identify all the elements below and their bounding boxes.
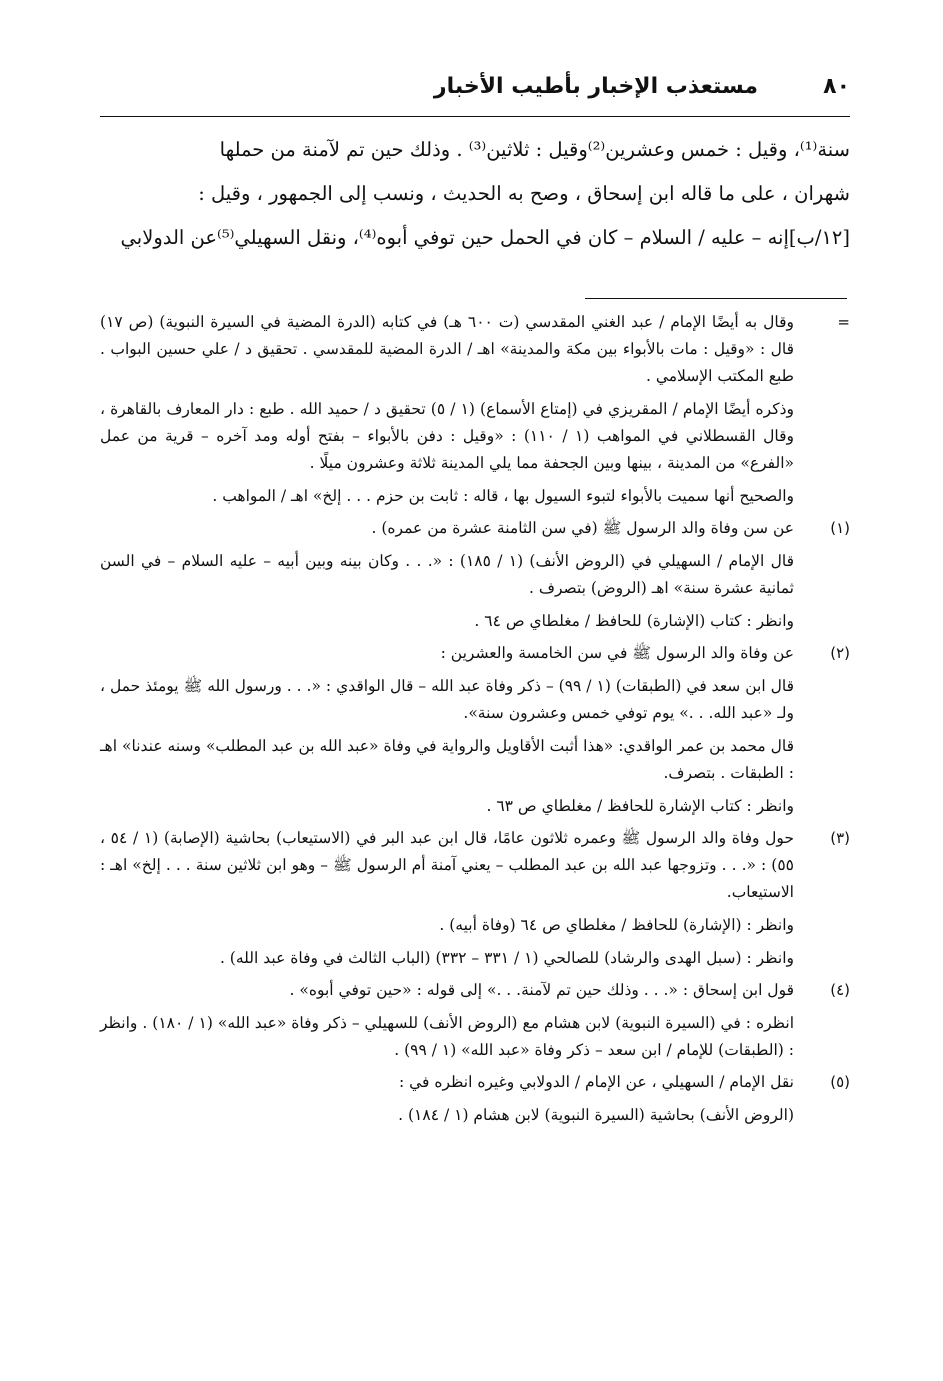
footnote-2 [100,640,850,820]
footnote-1 [100,515,850,635]
footnote-paragraph: عن سن وفاة والد الرسول ﷺ (في سن الثامنة عشرة من عمره) . [371,519,794,537]
footnote-marker: (٣) [830,829,850,847]
footnote-paragraph: عن وفاة والد الرسول ﷺ في سن الخامسة والعشرين : [440,644,794,662]
footnote-paragraph: قال الإمام / السهيلي في (الروض الأنف) (١ / ١٨٥) : «. . . وكان بينه وبين أبيه – عليه السلام – في السن ثمانية عشرة سنة» اهـ (الروض) بتصرف . [100,552,795,597]
footnote-paragraph: قال ابن سعد في (الطبقات) (١ / ٩٩) – ذكر وفاة عبد الله – قال الواقدي : «. . . ورسول الله ﷺ يومئذ حمل ، ولـ «عبد الله. . .» يوم توفي خمس وعشرون سنة». [100,677,794,722]
footnote-paragraph: قول ابن إسحاق : «. . . وذلك حين تم لآمنة. . .» إلى قوله : «حين توفي أبوه» . [289,981,794,999]
footnote-paragraph: وانظر : كتاب (الإشارة) للحافظ / مغلطاي ص ٦٤ . [474,612,794,630]
main-text [100,128,850,260]
page-header [100,74,850,114]
footnote-paragraph: نقل الإمام / السهيلي ، عن الإمام / الدولابي وغيره انظره في : [398,1073,794,1091]
footnote-marker: = [837,313,850,331]
footnote-4 [100,977,850,1064]
header-rule [100,116,850,117]
footnote-separator [585,298,847,299]
footnote-3 [100,825,850,972]
footnote-paragraph: انظره : في (السيرة النبوية) لابن هشام مع (الروض الأنف) للسهيلي – ذكر وفاة «عبد الله» (١ / ١٨٠) . وانظر : (الطبقات) للإمام / ابن سعد – ذكر وفاة «عبد الله» (١ / ٩٩) . [100,1014,795,1059]
footnotes [100,309,850,1134]
running-title: مستعذب الإخبار بأطيب الأخبار [433,74,758,99]
footnote-marker: (١) [830,519,850,537]
main-line: سنة⁽¹⁾، وقيل : خمس وعشرين⁽²⁾وقيل : ثلاثين⁽³⁾ . وذلك حين تم لآمنة من حملها [219,138,850,161]
footnote-marker: (٢) [830,644,850,662]
footnote-paragraph: وقال به أيضًا الإمام / عبد الغني المقدسي (ت ٦٠٠ هـ) في كتابه (الدرة المضية في السيرة النبوية) (ص ١٧) قال : «وقيل : مات بالأبواء بين مكة والمدينة» اهـ / الدرة المضية للمقدسي . تحقيق د / علي حسين البواب . طبع المكتب الإسلامي . [100,313,794,385]
main-line: شهران ، على ما قاله ابن إسحاق ، وصح به الحديث ، ونسب إلى الجمهور ، وقيل : [198,182,850,205]
footnote-paragraph: وانظر : (سبل الهدى والرشاد) للصالحي (١ / ٣٣١ – ٣٣٢) (الباب الثالث في وفاة عبد الله) . [219,949,794,967]
footnote-paragraph: حول وفاة والد الرسول ﷺ وعمره ثلاثون عامًا، قال ابن عبد البر في (الاستيعاب) بحاشية (الإصابة) (١ / ٥٤ ، ٥٥) : «. . . وتزوجها عبد الله بن عبد المطلب – يعني آمنة أم الرسول ﷺ – وهو ابن ثلاثين سنة . . . إلخ» اهـ : الاستيعاب. [100,829,794,901]
main-line: [١٢/ب]إنه – عليه / السلام – كان في الحمل حين توفي أبوه⁽⁴⁾، ونقل السهيلي⁽⁵⁾عن الدولابي [120,226,850,249]
footnote-paragraph: والصحيح أنها سميت بالأبواء لتبوء السيول بها ، قاله : ثابت بن حزم . . . إلخ» اهـ / المواهب . [212,487,794,505]
footnote-paragraph: وانظر : كتاب الإشارة للحافظ / مغلطاي ص ٦٣ . [486,797,794,815]
footnote-paragraph: (الروض الأنف) بحاشية (السيرة النبوية) لابن هشام (١ / ١٨٤) . [398,1106,794,1124]
footnote-marker: (٤) [830,981,850,999]
footnote-continuation [100,309,850,510]
footnote-marker: (٥) [830,1073,850,1091]
page-number: ٨٠ [823,74,850,99]
footnote-5 [100,1069,850,1129]
footnote-paragraph: قال محمد بن عمر الواقدي: «هذا أثبت الأقاويل والرواية في وفاة «عبد الله بن عبد المطلب» وسنه عندنا» اهـ : الطبقات . بتصرف. [100,737,794,782]
footnote-paragraph: وانظر : (الإشارة) للحافظ / مغلطاي ص ٦٤ (وفاة أبيه) . [439,916,794,934]
footnote-paragraph: وذكره أيضًا الإمام / المقريزي في (إمتاع الأسماع) (١ / ٥) تحقيق د / حميد الله . طبع : دار المعارف بالقاهرة ، وقال القسطلاني في المواهب (١ / ١١٠) : «وقيل : دفن بالأبواء – بفتح أوله ومد آخره – قرية من عمل «الفرع» من المدينة ، بينها وبين الجحفة مما يلي المدينة ثلاثة وعشرون ميلًا . [100,400,795,472]
